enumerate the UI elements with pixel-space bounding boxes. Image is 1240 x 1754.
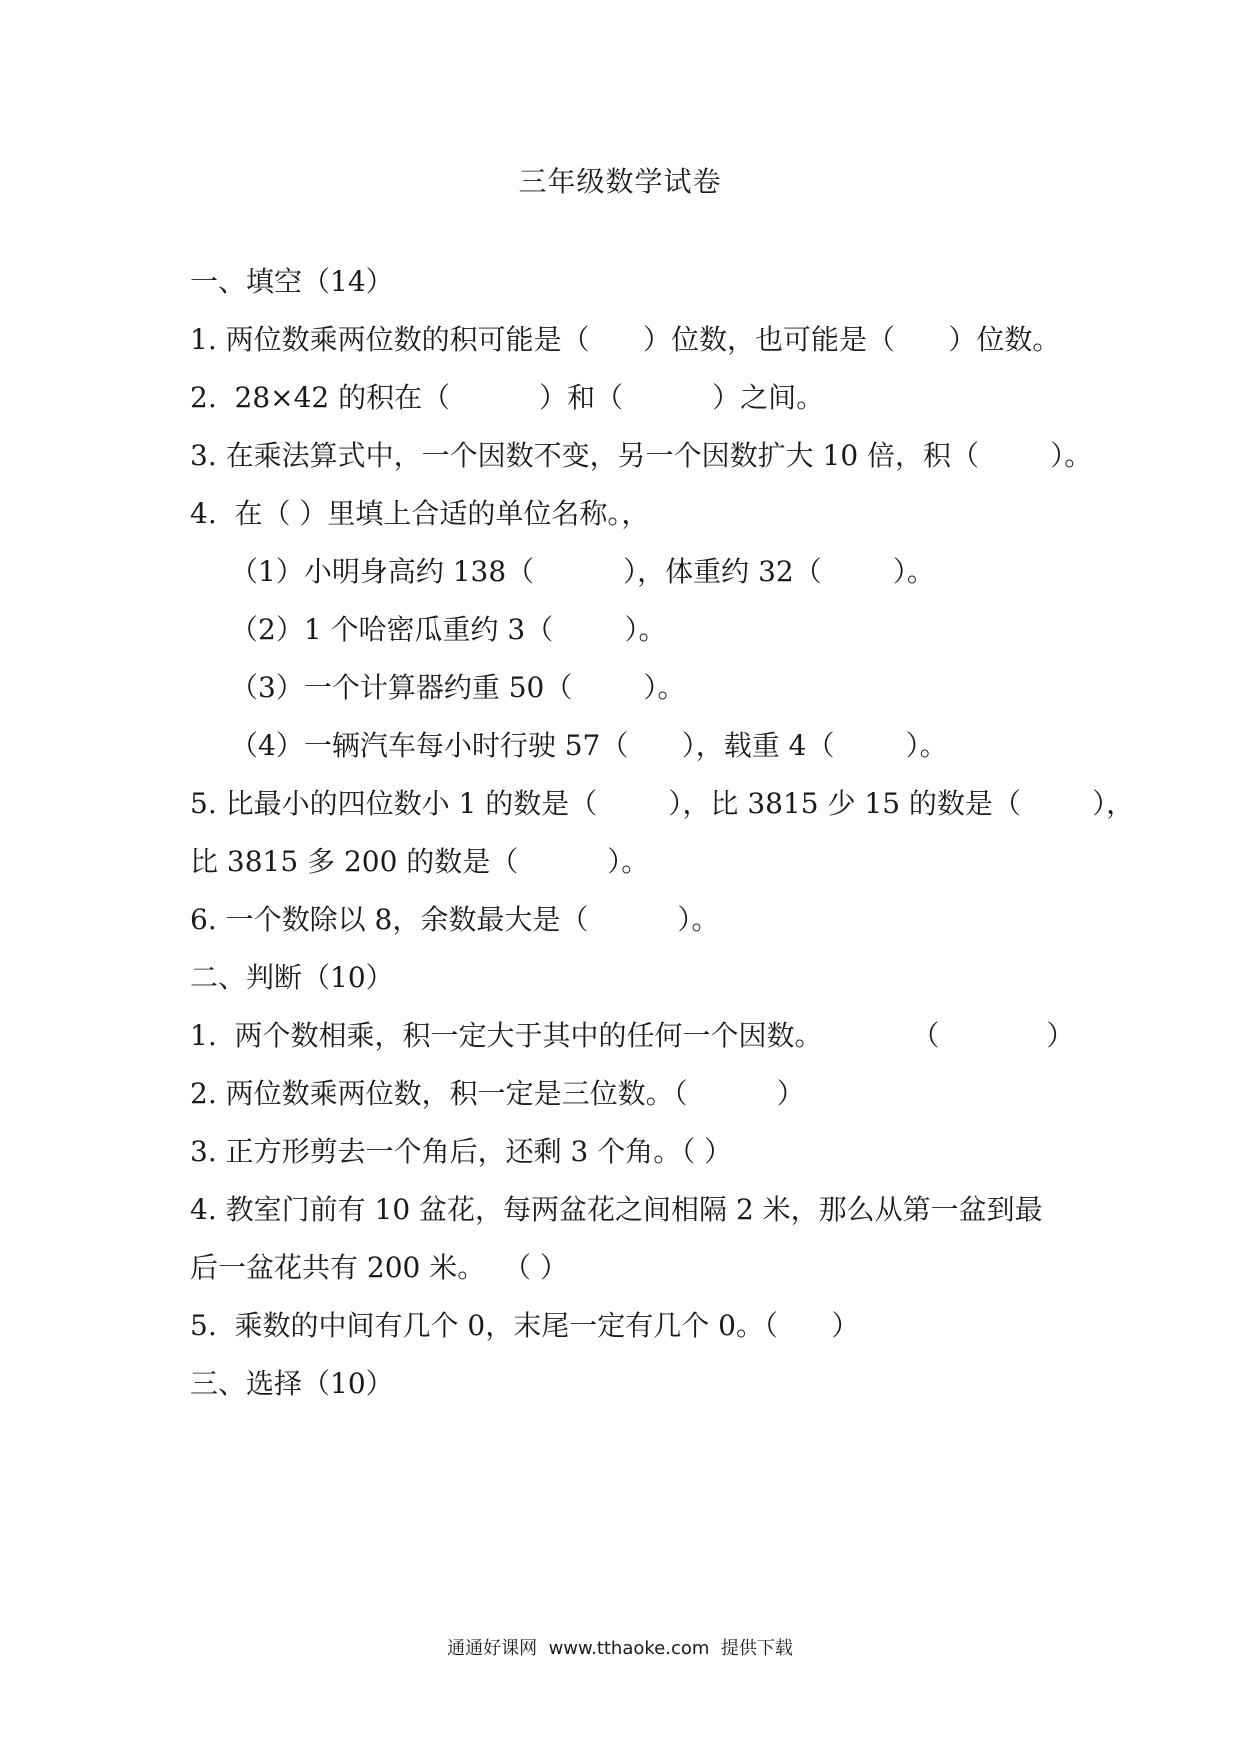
question-1-6: 6. 一个数除以 8，余数最大是（ ）。 — [190, 903, 720, 936]
question-1-5-line2: 比 3815 多 200 的数是（ ）。 — [190, 845, 650, 878]
question-1-4-1: （1）小明身高约 138（ ），体重约 32（ ）。 — [230, 555, 935, 588]
question-1-3: 3. 在乘法算式中，一个因数不变，另一个因数扩大 10 倍，积（ ）。 — [190, 439, 1093, 472]
question-1-2: 2. 28×42 的积在（ ）和（ ）之间。 — [190, 381, 825, 414]
question-2-4-line2: 后一盆花共有 200 米。 （ ） — [190, 1251, 568, 1284]
question-2-5: 5. 乘数的中间有几个 0，末尾一定有几个 0。（ ） — [190, 1309, 860, 1342]
question-2-2: 2. 两位数乘两位数，积一定是三位数。（ ） — [190, 1077, 805, 1110]
question-2-1: 1. 两个数相乘，积一定大于其中的任何一个因数。 （ ） — [190, 1019, 1075, 1052]
question-2-4-line1: 4. 教室门前有 10 盆花，每两盆花之间相隔 2 米，那么从第一盆到最 — [190, 1193, 1043, 1226]
page-footer: 通通好课网 www.tthaoke.com 提供下载 — [447, 1638, 793, 1659]
section-heading-choice: 三、选择（10） — [190, 1367, 394, 1400]
page-title: 三年级数学试卷 — [518, 165, 722, 198]
question-1-4-3: （3）一个计算器约重 50（ ）。 — [230, 671, 686, 704]
question-1-4-2: （2）1 个哈密瓜重约 3（ ）。 — [230, 613, 667, 646]
section-heading-judgment: 二、判断（10） — [190, 961, 394, 994]
question-2-3: 3. 正方形剪去一个角后，还剩 3 个角。（ ） — [190, 1135, 733, 1168]
section-heading-fill-blanks: 一、填空（14） — [190, 265, 394, 298]
question-1-4-4: （4）一辆汽车每小时行驶 57（ ），载重 4（ ）。 — [230, 729, 948, 762]
question-1-1: 1. 两位数乘两位数的积可能是（ ）位数，也可能是（ ）位数。 — [190, 323, 1061, 356]
question-1-4: 4. 在（ ）里填上合适的单位名称。， — [190, 497, 650, 530]
question-1-5-line1: 5. 比最小的四位数小 1 的数是（ ），比 3815 少 15 的数是（ ）， — [190, 787, 1135, 820]
